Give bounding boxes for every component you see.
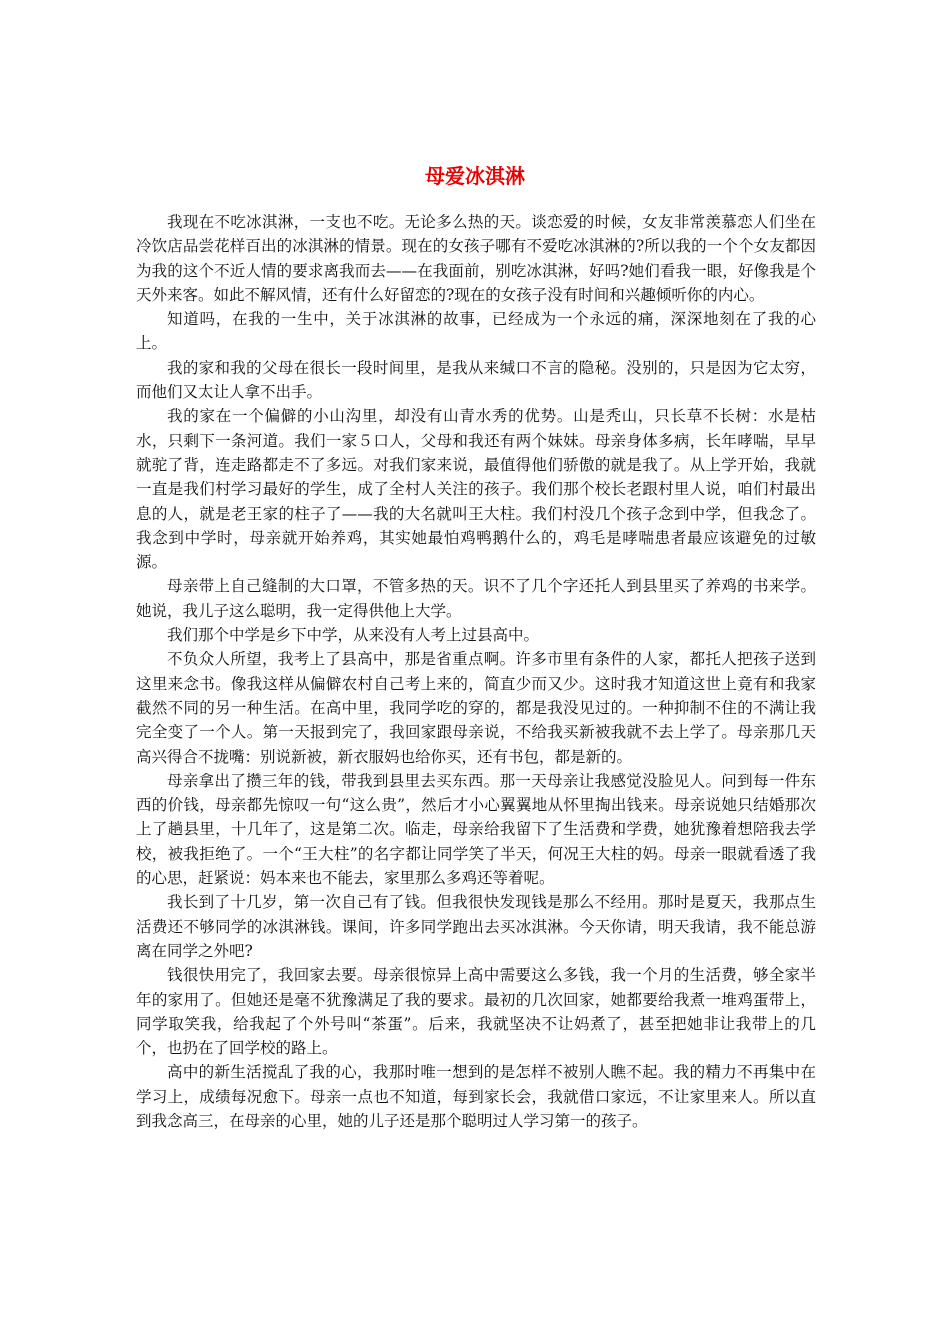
paragraph: 钱很快用完了，我回家去要。母亲很惊异上高中需要这么多钱，我一个月的生活费，够全家半年的家用了。但她还是毫不犹豫满足了我的要求。最初的几次回家，她都要给我煮一堆鸡蛋带上，同学取笑我，给我起了个外号叫“茶蛋”。后来，我就坚决不让妈煮了，甚至把她非让我带上的几个，也扔在了回学校的路上。 [136,966,816,1058]
paragraph: 不负众人所望，我考上了县高中，那是省重点啊。许多市里有条件的人家，都托人把孩子送到这里来念书。像我这样从偏僻农村自己考上来的，简直少而又少。这时我才知道这世上竟有和我家截然不同的另一种生活。在高中里，我同学吃的穿的，都是我没见过的。一种抑制不住的不满让我完全变了一个人。第一天报到完了，我回家跟母亲说，不给我买新被我就不去上学了。母亲那几天高兴得合不拢嘴：别说新被，新衣服妈也给你买，还有书包，都是新的。 [136,650,816,766]
paragraph: 我们那个中学是乡下中学，从来没有人考上过县高中。 [167,626,540,645]
paragraph: 母亲带上自己缝制的大口罩，不管多热的天。识不了几个字还托人到县里买了养鸡的书来学。她说，我儿子这么聪明，我一定得供他上大学。 [136,577,816,620]
document-body [136,210,816,1133]
document-title: 母爱冰淇淋 [425,164,525,188]
paragraph: 我现在不吃冰淇淋，一支也不吃。无论多么热的天。谈恋爱的时候，女友非常羡慕恋人们坐在冷饮店品尝花样百出的冰淇淋的情景。现在的女孩子哪有不爱吃冰淇淋的?所以我的一个个女友都因为我的这个不近人情的要求离我而去——在我面前，别吃冰淇淋，好吗?她们看我一眼，好像我是个天外来客。如此不解风情，还有什么好留恋的?现在的女孩子没有时间和兴趣倾听你的内心。 [136,213,816,304]
paragraph: 我的家和我的父母在很长一段时间里，是我从来缄口不言的隐秘。没别的，只是因为它太穷，而他们又太让人拿不出手。 [136,358,816,402]
paragraph: 知道吗，在我的一生中，关于冰淇淋的故事，已经成为一个永远的痛，深深地刻在了我的心上。 [136,310,816,353]
paragraph: 母亲拿出了攒三年的钱，带我到县里去买东西。那一天母亲让我感觉没脸见人。问到每一件东西的价钱，母亲都先惊叹一句“这么贵”，然后才小心翼翼地从怀里掏出钱来。母亲说她只结婚那次上了趟县里，十几年了，这是第二次。临走，母亲给我留下了生活费和学费，她犹豫着想陪我去学校，被我拒绝了。一个“王大柱”的名字都让同学笑了半天，何况王大柱的妈。母亲一眼就看透了我的心思，赶紧说：妈本来也不能去，家里那么多鸡还等着呢。 [136,771,816,888]
paragraph: 我的家在一个偏僻的小山沟里，却没有山青水秀的优势。山是秃山，只长草不长树：水是枯水，只剩下一条河道。我们一家５口人，父母和我还有两个妹妹。母亲身体多病，长年哮喘，早早就驼了背，连走路都走不了多远。对我们家来说，最值得他们骄傲的就是我了。从上学开始，我就一直是我们村学习最好的学生，成了全村人关注的孩子。我们那个校长老跟村里人说，咱们村最出息的人，就是老王家的柱子了——我的大名就叫王大柱。我们村没几个孩子念到中学，但我念了。我念到中学时，母亲就开始养鸡，其实她最怕鸡鸭鹅什么的，鸡毛是哮喘患者最应该避免的过敏源。 [136,407,816,572]
paragraph: 我长到了十几岁，第一次自己有了钱。但我很快发现钱是那么不经用。那时是夏天，我那点生活费还不够同学的冰淇淋钱。课间，许多同学跑出去买冰淇淋。今天你请，明天我请，我不能总游离在同学之外吧? [136,893,816,960]
paragraph: 高中的新生活搅乱了我的心，我那时唯一想到的是怎样不被别人瞧不起。我的精力不再集中在学习上，成绩每况愈下。母亲一点也不知道，每到家长会，我就借口家远，不让家里来人。所以直到我念高三，在母亲的心里，她的儿子还是那个聪明过人学习第一的孩子。 [136,1063,816,1130]
